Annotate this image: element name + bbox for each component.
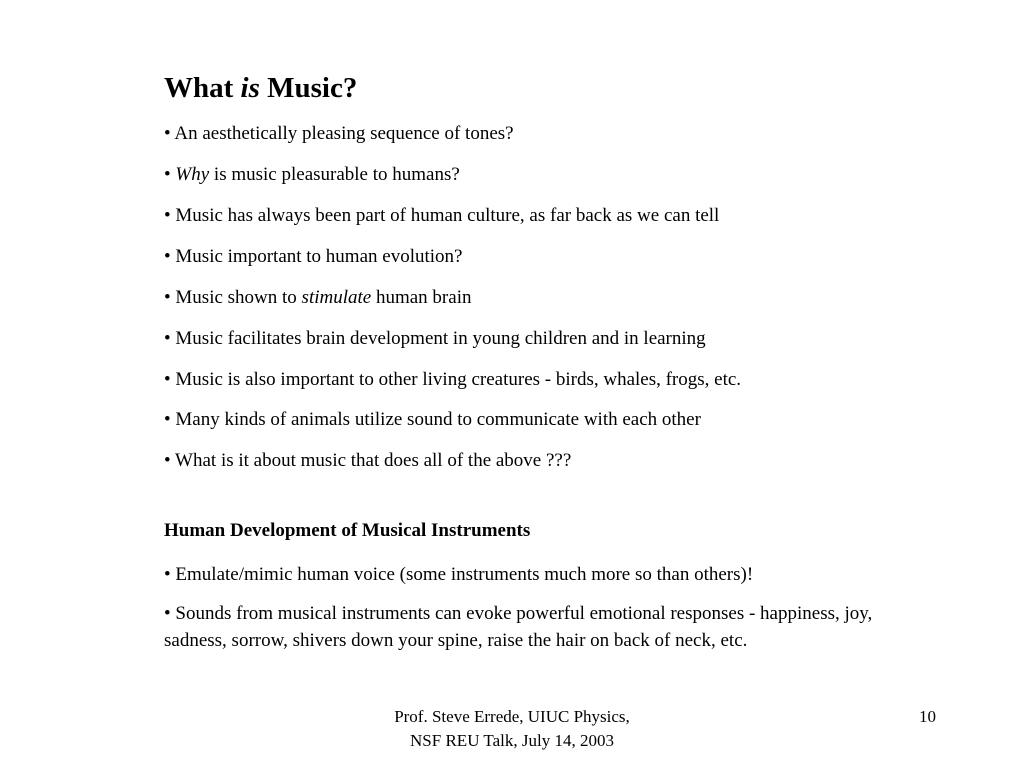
title-text-before: What bbox=[164, 72, 241, 104]
bullet-text: • Music has always been part of human culture, as far back as we can tell bbox=[164, 205, 720, 226]
bullet-text-pre: • bbox=[164, 164, 176, 185]
bullet-text: • Music is also important to other living creatures - birds, whales, frogs, etc. bbox=[164, 369, 742, 390]
bullet-item bbox=[164, 561, 753, 588]
footer-credit bbox=[312, 705, 712, 753]
bullet-emphasis: Why bbox=[175, 164, 210, 185]
bullet-item bbox=[164, 600, 904, 654]
bullet-emphasis: stimulate bbox=[301, 287, 372, 308]
section-heading: Human Development of Musical Instruments bbox=[164, 520, 531, 541]
bullet-item bbox=[164, 161, 460, 188]
footer-line-2: NSF REU Talk, July 14, 2003 bbox=[410, 731, 614, 750]
title-emphasis: is bbox=[240, 72, 260, 104]
bullet-text-pre: • Music shown to bbox=[164, 287, 302, 308]
bullet-text: • Music facilitates brain development in young children and in learning bbox=[164, 328, 706, 349]
slide-title bbox=[164, 68, 357, 108]
bullet-item bbox=[164, 243, 462, 270]
bullet-text: • Sounds from musical instruments can evoke powerful emotional responses - happiness, joy, sadness, sorrow, shivers down your spine, raise the hair on back of neck, etc. bbox=[164, 603, 873, 651]
bullet-text: • What is it about music that does all of the above ??? bbox=[164, 450, 572, 471]
bullet-text-post: is music pleasurable to humans? bbox=[209, 164, 460, 185]
title-text-after: Music? bbox=[259, 72, 358, 104]
bullet-item bbox=[164, 366, 741, 393]
footer-line-1: Prof. Steve Errede, UIUC Physics, bbox=[394, 707, 630, 726]
bullet-text: • Emulate/mimic human voice (some instruments much more so than others)! bbox=[164, 564, 754, 585]
bullet-item bbox=[164, 202, 719, 229]
bullet-text: • Many kinds of animals utilize sound to communicate with each other bbox=[164, 409, 701, 430]
bullet-item bbox=[164, 284, 471, 311]
bullet-item bbox=[164, 406, 701, 433]
bullet-item bbox=[164, 325, 706, 352]
bullet-item bbox=[164, 120, 514, 147]
bullet-text: • An aesthetically pleasing sequence of tones? bbox=[164, 123, 514, 144]
bullet-text: • Music important to human evolution? bbox=[164, 246, 463, 267]
bullet-text-post: human brain bbox=[371, 287, 472, 308]
page-number: 10 bbox=[919, 707, 936, 726]
bullet-item bbox=[164, 447, 571, 474]
